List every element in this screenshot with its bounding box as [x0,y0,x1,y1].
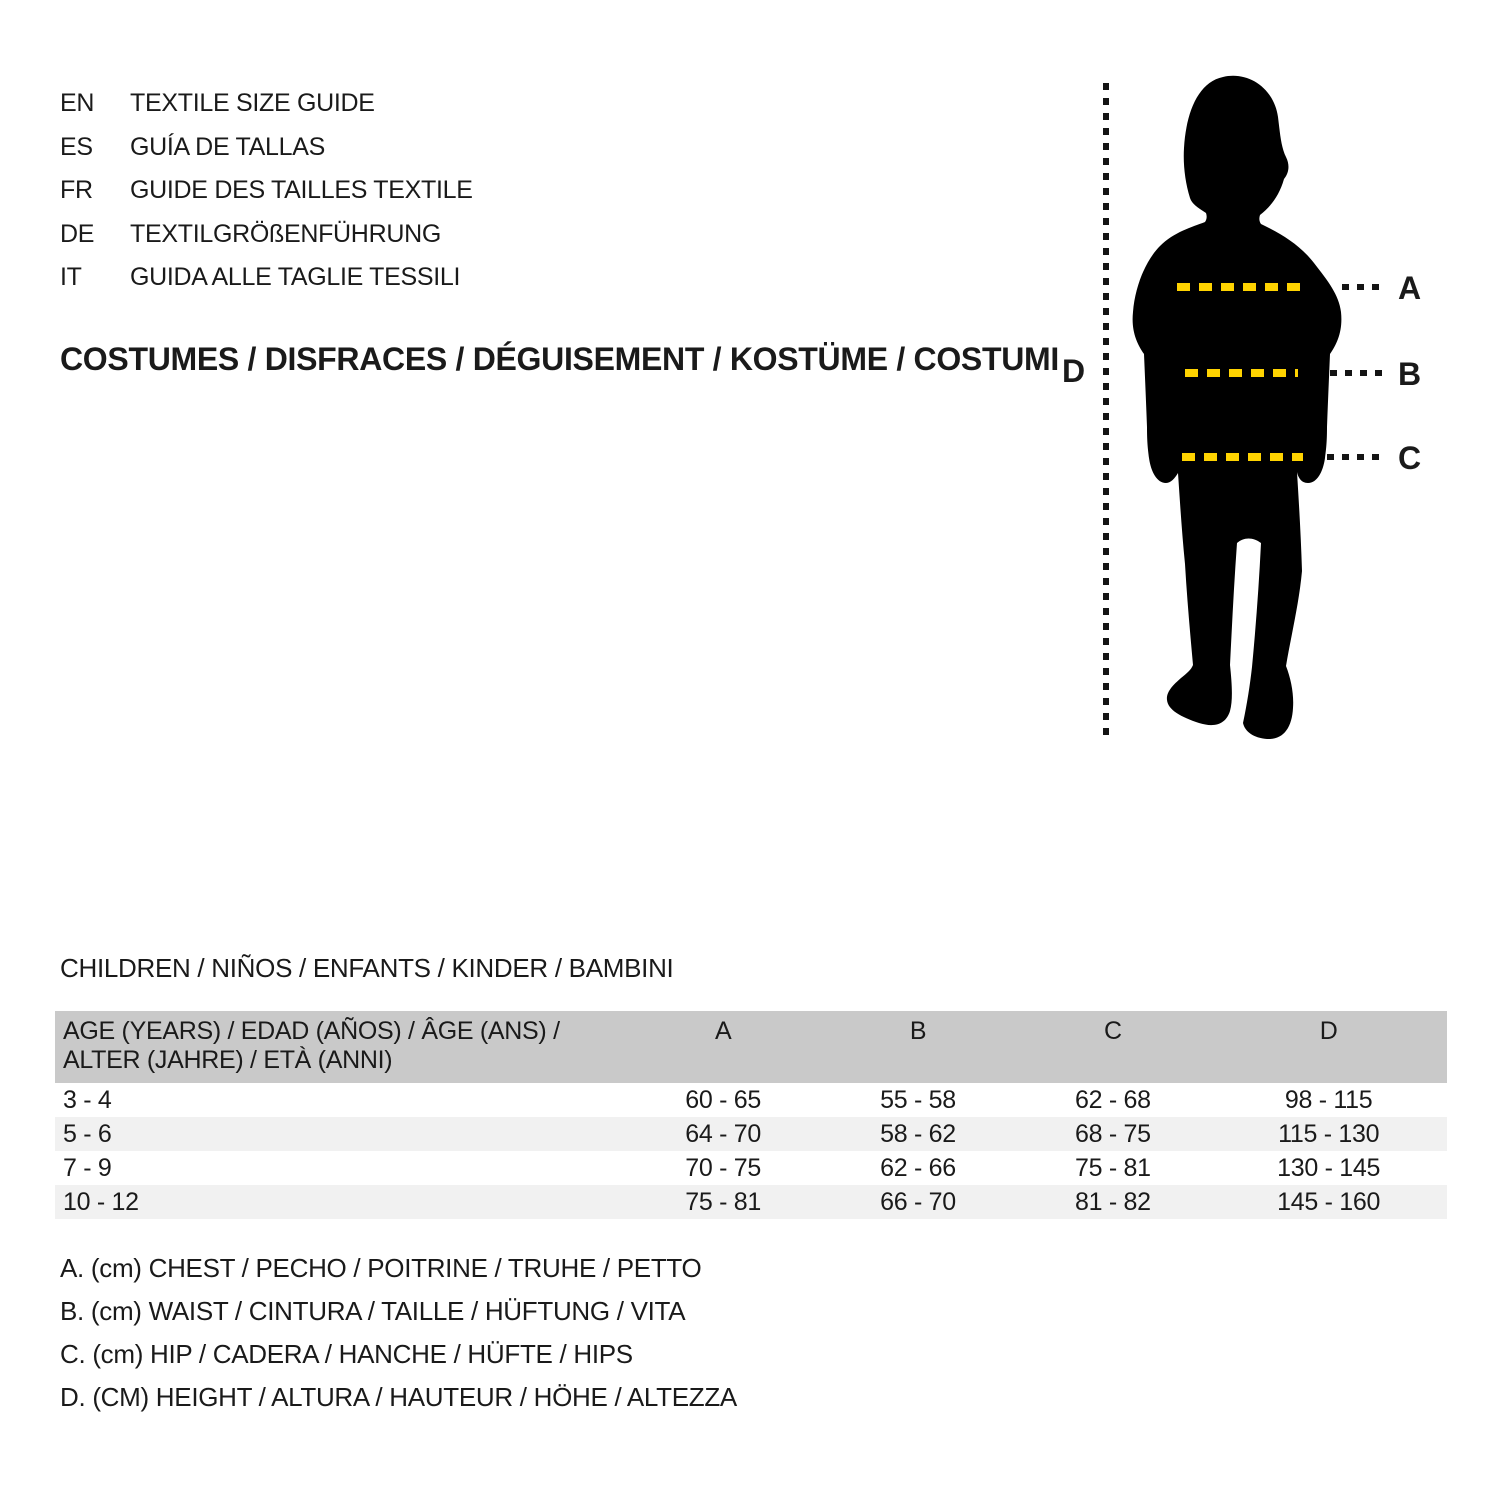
size-table [55,1011,1447,1219]
figure-label-b: B [1398,356,1421,392]
height-cell: 145 - 160 [1277,1187,1381,1216]
age-column-header [55,1011,626,1083]
language-row-it [60,256,473,300]
column-header-a: A [714,1017,732,1045]
language-row-fr [60,169,473,213]
category-title: COSTUMES / DISFRACES / DÉGUISEMENT / KOSTÜME / COSTUMI [60,341,1059,377]
figure-label-d: D [1062,353,1085,389]
legend-item-waist: B. (cm) WAIST / CINTURA / TAILLE / HÜFTUNG / VITA [60,1296,686,1326]
language-title: TEXTILE SIZE GUIDE [130,89,375,118]
waist-cell: 66 - 70 [880,1187,956,1216]
language-code: DE [60,219,95,248]
age-cell: 3 - 4 [63,1085,112,1114]
legend-item-chest: A. (cm) CHEST / PECHO / POITRINE / TRUHE / PETTO [60,1253,702,1283]
language-code: EN [60,89,95,118]
language-title: GUIDE DES TAILLES TEXTILE [130,176,473,205]
chest-cell: 75 - 81 [685,1187,762,1216]
hip-cell: 62 - 68 [1075,1085,1151,1114]
language-title-block [60,82,473,300]
waist-cell: 55 - 58 [880,1085,956,1114]
measurement-figure [1040,55,1500,755]
chest-cell: 70 - 75 [685,1153,762,1182]
hip-cell: 68 - 75 [1075,1119,1151,1148]
age-header-line2: ALTER (JAHRE) / ETÀ (ANNI) [63,1046,393,1074]
language-row-es [60,126,473,170]
height-cell: 98 - 115 [1284,1085,1373,1114]
child-silhouette [1133,76,1342,739]
chest-cell: 64 - 70 [685,1119,762,1148]
legend-item-height: D. (CM) HEIGHT / ALTURA / HAUTEUR / HÖHE / ALTEZZA [60,1382,737,1412]
figure-label-c: C [1398,440,1421,476]
column-header-c: C [1104,1017,1122,1045]
age-cell: 5 - 6 [63,1119,112,1148]
section-heading: CHILDREN / NIÑOS / ENFANTS / KINDER / BAMBINI [60,953,674,983]
table-row [55,1083,1447,1117]
chest-cell: 60 - 65 [685,1085,762,1114]
height-cell: 130 - 145 [1277,1153,1381,1182]
waist-cell: 58 - 62 [880,1119,956,1148]
table-row [55,1185,1447,1219]
language-row-de [60,213,473,257]
table-row [55,1117,1447,1151]
language-title: TEXTILGRÖßENFÜHRUNG [130,219,441,248]
language-row-en [60,82,473,126]
language-code: FR [60,176,93,205]
waist-cell: 62 - 66 [880,1153,956,1182]
table-row [55,1151,1447,1185]
height-cell: 115 - 130 [1278,1119,1380,1148]
figure-label-a: A [1398,270,1421,306]
language-code: IT [60,263,82,292]
hip-cell: 75 - 81 [1075,1153,1151,1182]
table-header-row [55,1011,1447,1083]
language-title: GUIDA ALLE TAGLIE TESSILI [130,263,461,292]
language-title: GUÍA DE TALLAS [130,132,325,161]
hip-cell: 81 - 82 [1075,1187,1151,1216]
measurement-legend [60,1247,737,1419]
language-code: ES [60,132,93,161]
column-header-b: B [909,1017,927,1045]
age-cell: 7 - 9 [63,1153,112,1182]
age-cell: 10 - 12 [63,1187,139,1216]
column-header-d: D [1319,1017,1338,1045]
legend-item-hip: C. (cm) HIP / CADERA / HANCHE / HÜFTE / HIPS [60,1339,633,1369]
age-header-line1: AGE (YEARS) / EDAD (AÑOS) / ÂGE (ANS) / [63,1017,560,1045]
